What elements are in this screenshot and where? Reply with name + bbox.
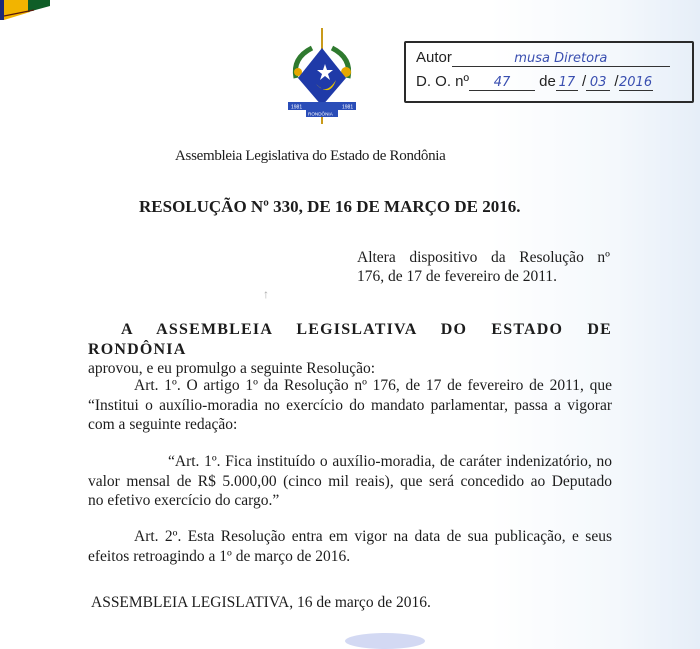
stamp-do-number: 47 — [469, 75, 535, 91]
stamp-date-sep: / — [582, 73, 587, 90]
ementa-line: 176, de 17 de fevereiro de 2011. — [357, 268, 557, 285]
resolution-title: RESOLUÇÃO Nº 330, DE 16 DE MARÇO DE 2016. — [139, 197, 521, 216]
rondonia-flag-corner — [0, 0, 50, 20]
publication-stamp — [404, 41, 694, 103]
ementa — [357, 248, 610, 286]
quoted-article-line: no efetivo exercício do cargo.” — [88, 492, 280, 509]
stamp-date-month: 03 — [586, 75, 610, 91]
closing-date-line: ASSEMBLEIA LEGISLATIVA, 16 de março de 2016. — [91, 594, 431, 611]
crest-year-right: 1981 — [342, 104, 354, 111]
margin-pen-mark: ↑ — [263, 287, 269, 301]
stamp-author-signature: musa Diretora — [452, 51, 670, 67]
crest-state-name: RONDÔNIA — [308, 111, 333, 117]
ementa-line: Altera dispositivo da Resolução nº — [357, 249, 610, 266]
preamble-rest: aprovou, e eu promulgo a seguinte Resolução: — [88, 360, 376, 377]
stamp-date-sep: / — [614, 73, 619, 90]
stamp-date-year: 2016 — [619, 75, 653, 90]
stamp-do-row — [416, 73, 653, 91]
article-2-paragraph — [88, 527, 612, 566]
article-2-line: Art. 2º. Esta Resolução entra em vigor na data de sua publicação, e seus — [134, 528, 612, 545]
assembly-name: Assembleia Legislativa do Estado de Rondônia — [175, 148, 446, 164]
quoted-article-line: “Art. 1º. Fica instituído o auxílio-moradia, de caráter indenizatório, no — [168, 453, 612, 470]
signature-seal-edge — [345, 633, 425, 649]
stamp-author-row — [416, 49, 670, 67]
stamp-author-label: Autor — [416, 49, 452, 66]
article-1-line: “Institui o auxílio-moradia no exercício do mandato parlamentar, passa a vigorar — [88, 396, 612, 414]
article-1-line: Art. 1º. O artigo 1º da Resolução nº 176, de 17 de fevereiro de 2011, que — [134, 377, 612, 394]
article-1-line: com a seguinte redação: — [88, 416, 238, 433]
stamp-date-label: de — [539, 73, 556, 90]
preamble-lead: A ASSEMBLEIA LEGISLATIVA DO ESTADO DE RONDÔNIA — [88, 321, 612, 358]
preamble-paragraph — [88, 320, 612, 379]
flag-yellow-field — [4, 0, 30, 20]
article-1-paragraph — [88, 376, 612, 435]
article-2-line: efeitos retroagindo a 1º de março de 2016. — [88, 547, 351, 565]
quoted-article-paragraph — [88, 452, 612, 511]
quoted-article-line: valor mensal de R$ 5.000,00 (cinco mil reais), que será concedido ao Deputado — [88, 472, 612, 490]
stamp-do-label: D. O. nº — [416, 73, 469, 90]
stamp-date-day: 17 — [556, 75, 578, 91]
state-coat-of-arms — [282, 26, 362, 126]
flag-blue-stripe — [0, 0, 4, 20]
crest-year-left: 1981 — [291, 104, 303, 111]
